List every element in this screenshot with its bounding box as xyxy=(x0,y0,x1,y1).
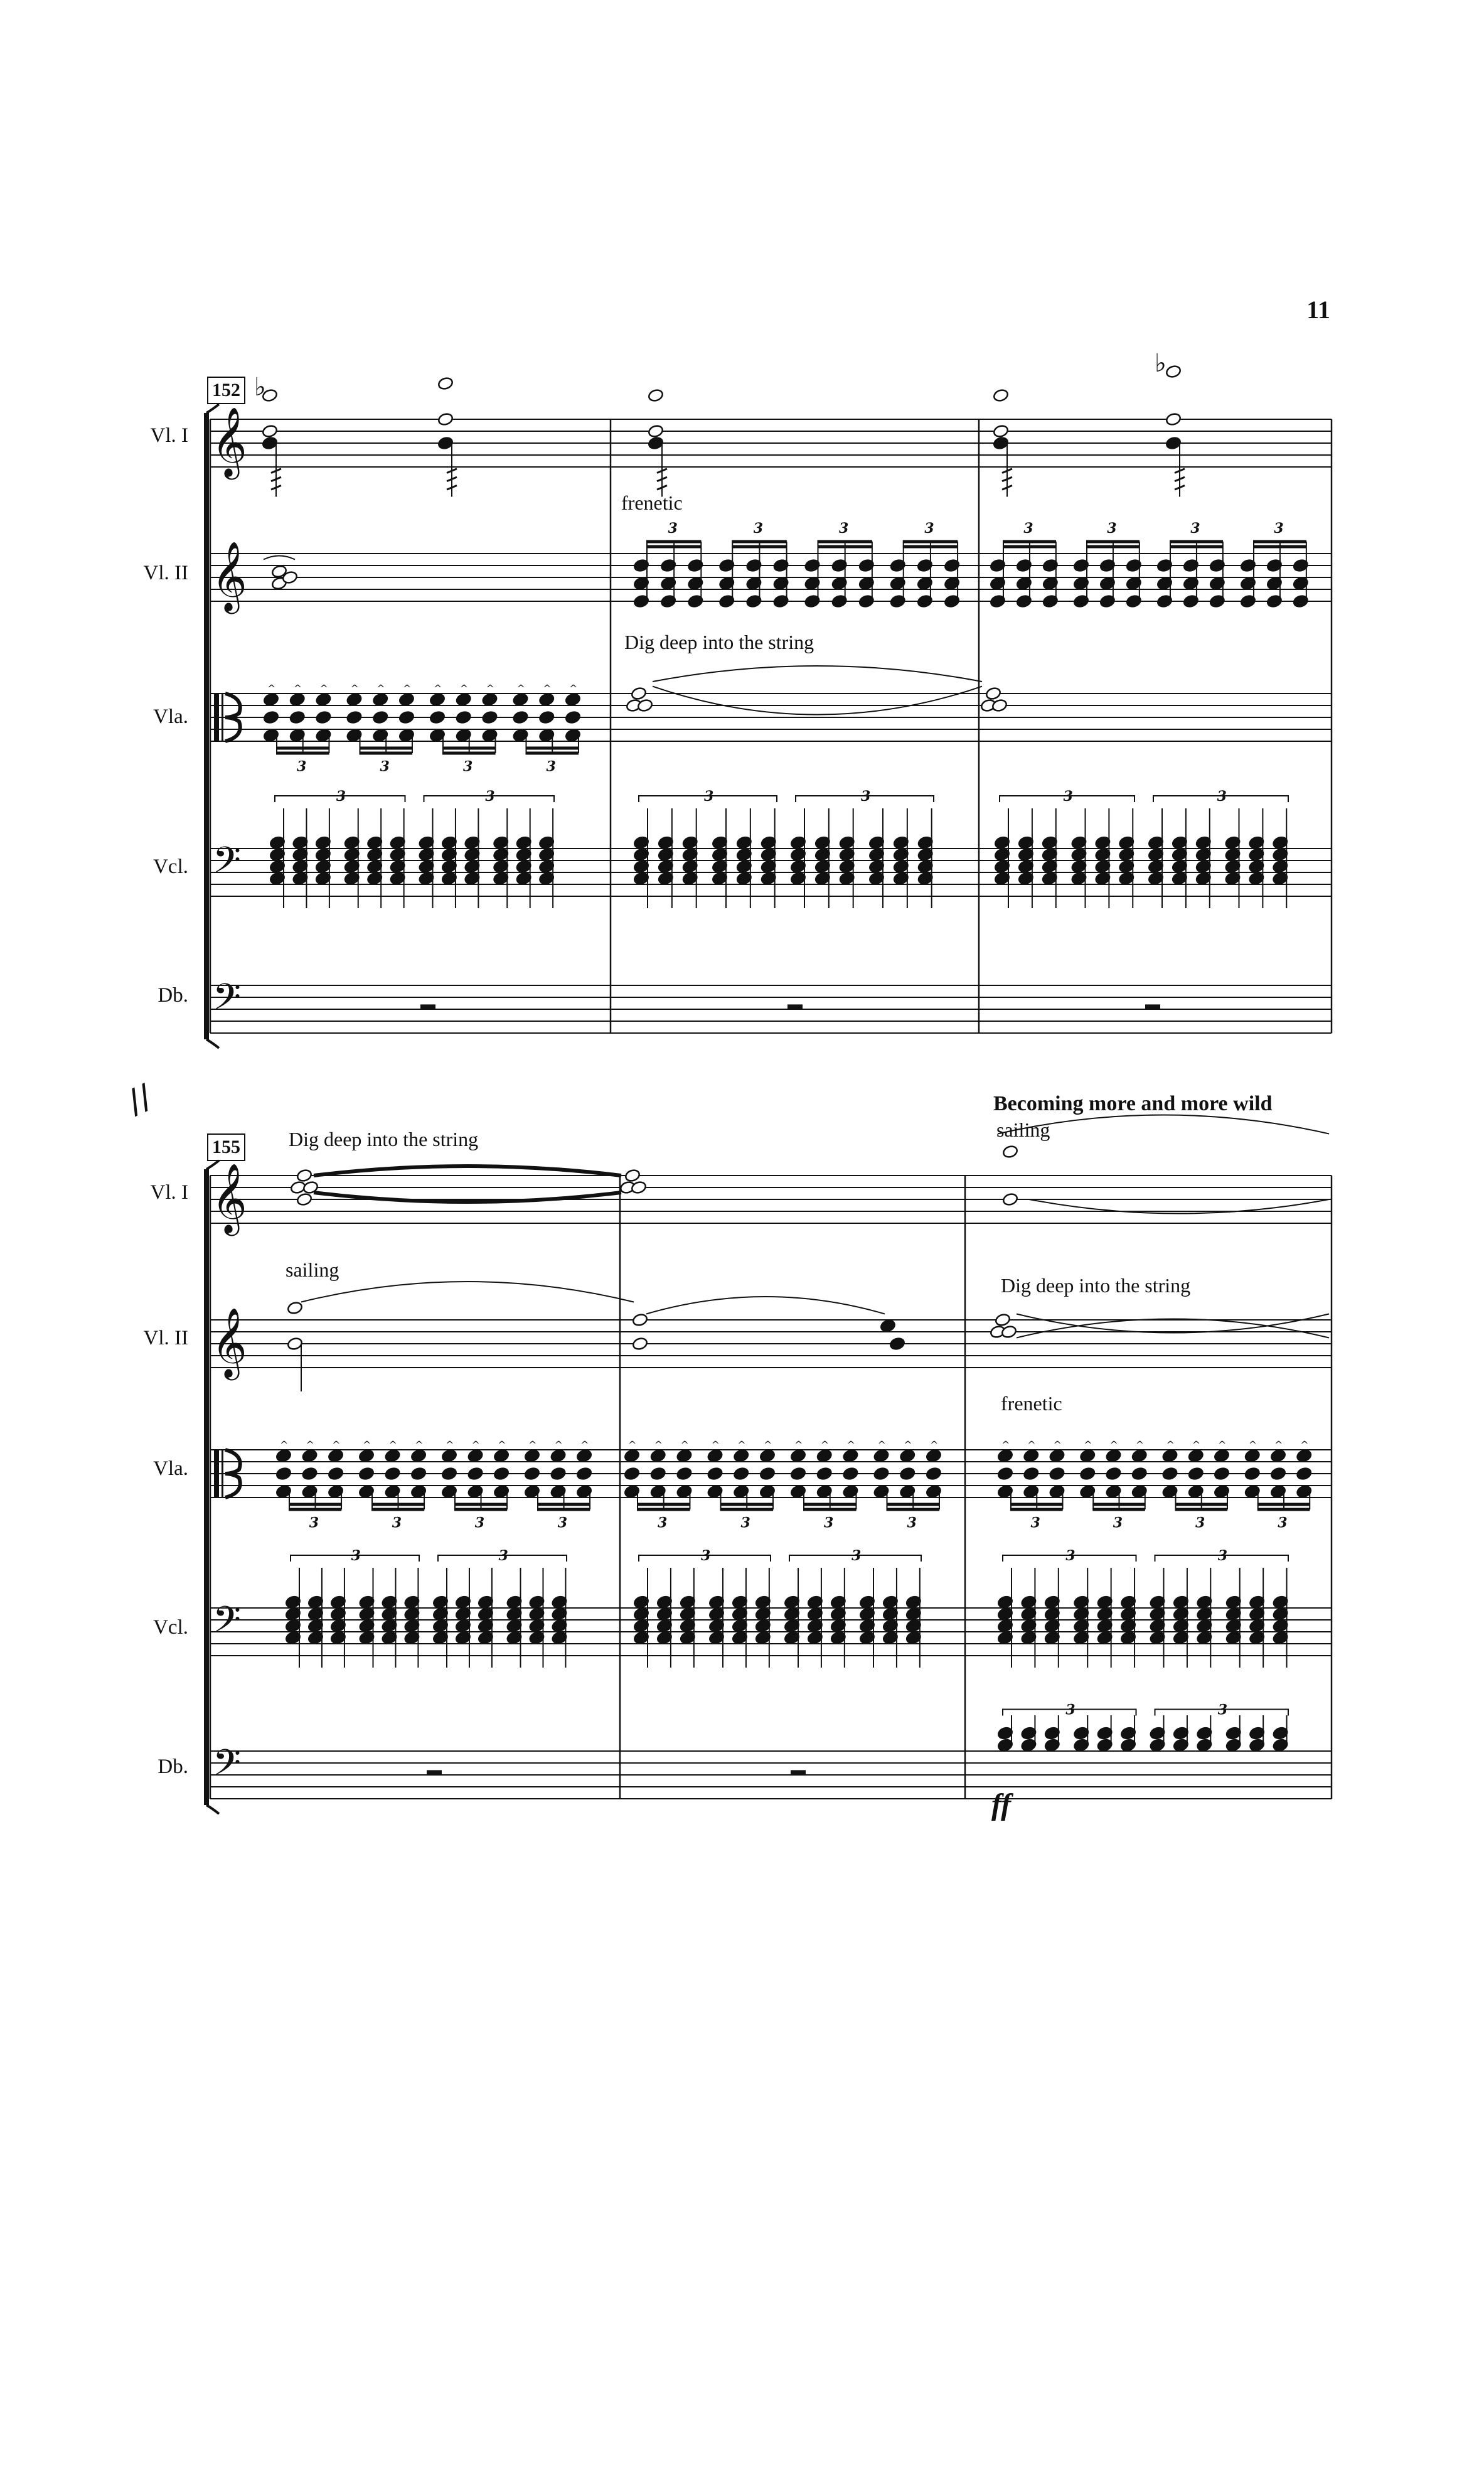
accent-mark: ^ xyxy=(350,682,359,695)
triplet-label: 3 xyxy=(392,1514,402,1531)
note-head xyxy=(384,1449,400,1463)
accent-mark: ^ xyxy=(471,1439,480,1451)
slur xyxy=(653,666,982,682)
accent-mark: ^ xyxy=(580,1439,589,1451)
note-head xyxy=(926,1449,942,1463)
note-head xyxy=(790,1449,806,1463)
treble-clef-icon: 𝄞 xyxy=(211,406,247,477)
note-head xyxy=(550,1467,566,1481)
note-head xyxy=(790,1467,806,1481)
note-head xyxy=(538,692,555,707)
accent-mark: ^ xyxy=(1218,1439,1227,1451)
note-head xyxy=(1023,1449,1039,1463)
note-head xyxy=(648,388,664,403)
triplet-label: 3 xyxy=(485,788,495,805)
note-head xyxy=(1079,1467,1096,1481)
note-head xyxy=(1296,1467,1312,1481)
accent-mark: ^ xyxy=(306,1439,314,1451)
triplet-label: 3 xyxy=(1065,1701,1076,1718)
triplet-label: 3 xyxy=(1278,1514,1288,1531)
note-head xyxy=(429,710,446,725)
instrument-label-cello: Vcl. xyxy=(153,1616,188,1639)
accent-mark: ^ xyxy=(794,1439,803,1451)
triplet-label: 3 xyxy=(380,758,390,775)
accent-mark: ^ xyxy=(516,682,525,695)
note-head xyxy=(759,1449,776,1463)
accent-mark: ^ xyxy=(363,1439,371,1451)
expression-frenetic: frenetic xyxy=(621,491,683,514)
triplet-label: 3 xyxy=(309,1514,319,1531)
note-head xyxy=(289,710,306,725)
triplet-label: 3 xyxy=(753,520,764,537)
note-head xyxy=(632,1337,648,1351)
measure-number: 152 xyxy=(207,377,245,404)
note-head xyxy=(1161,1467,1178,1481)
accent-mark: ^ xyxy=(528,1439,537,1451)
triplet-label: 3 xyxy=(1107,520,1117,537)
note-head xyxy=(275,1449,292,1463)
note-head xyxy=(816,1449,833,1463)
accent-mark: ^ xyxy=(1192,1439,1201,1451)
tie xyxy=(314,1166,621,1176)
note-head xyxy=(328,1467,344,1481)
note-head xyxy=(842,1467,858,1481)
note-head xyxy=(1049,1449,1065,1463)
note-head xyxy=(1270,1449,1286,1463)
accent-mark: ^ xyxy=(280,1439,289,1451)
note-head xyxy=(1165,412,1182,427)
instrument-label-double-bass: Db. xyxy=(157,1755,188,1778)
accent-mark: ^ xyxy=(486,682,494,695)
accent-mark: ^ xyxy=(1274,1439,1283,1451)
note-head xyxy=(493,1449,510,1463)
note-head xyxy=(993,424,1009,439)
note-head xyxy=(296,1169,312,1183)
instrument-label-viola: Vla. xyxy=(153,1457,188,1480)
accent-mark: ^ xyxy=(1248,1439,1257,1451)
tempo-marking: Becoming more and more wild xyxy=(993,1092,1273,1115)
note-head xyxy=(410,1449,427,1463)
note-head xyxy=(842,1449,858,1463)
accent-mark: ^ xyxy=(846,1439,855,1451)
note-head xyxy=(346,692,362,707)
accent-mark: ^ xyxy=(543,682,552,695)
treble-clef-icon: 𝄞 xyxy=(211,540,247,611)
tie xyxy=(1017,1314,1329,1333)
note-head xyxy=(1023,1467,1039,1481)
note-head xyxy=(398,692,415,707)
note-head xyxy=(481,710,498,725)
note-head xyxy=(676,1449,692,1463)
accent-mark: ^ xyxy=(498,1439,506,1451)
note-head xyxy=(550,1449,566,1463)
expression-sailing-vl1: sailing xyxy=(996,1118,1050,1141)
note-head xyxy=(576,1467,592,1481)
expression-sailing-vl2: sailing xyxy=(286,1258,339,1281)
note-head xyxy=(262,424,278,439)
note-head xyxy=(437,377,454,391)
triplet-label: 3 xyxy=(1023,520,1033,537)
note-head xyxy=(1161,1449,1178,1463)
note-head xyxy=(1244,1467,1261,1481)
accent-mark: ^ xyxy=(711,1439,720,1451)
note-head xyxy=(632,1313,648,1327)
expression-dig-deep: Dig deep into the string xyxy=(624,631,814,653)
triplet-label: 3 xyxy=(498,1548,508,1564)
accent-mark: ^ xyxy=(904,1439,912,1451)
note-head xyxy=(637,699,653,713)
triplet-label: 3 xyxy=(474,1514,485,1531)
triplet-label: 3 xyxy=(1195,1514,1205,1531)
triplet-label: 3 xyxy=(1113,1514,1123,1531)
note-head xyxy=(512,692,528,707)
note-head xyxy=(328,1449,344,1463)
triplet-label: 3 xyxy=(704,788,714,805)
whole-rest xyxy=(787,1004,803,1009)
note-head xyxy=(985,687,1001,701)
note-head xyxy=(346,710,362,725)
note-head xyxy=(733,1449,749,1463)
alto-clef-icon xyxy=(222,694,223,741)
page-number: 11 xyxy=(1306,296,1330,324)
triplet-label: 3 xyxy=(336,788,346,805)
note-head xyxy=(624,1169,641,1183)
triplet-label: 3 xyxy=(1274,520,1284,537)
note-head xyxy=(565,692,581,707)
note-head xyxy=(512,710,528,725)
triplet-label: 3 xyxy=(1030,1514,1040,1531)
note-head xyxy=(437,412,454,427)
bass-clef-icon: 𝄢 xyxy=(213,838,242,891)
triplet-label: 3 xyxy=(1190,520,1200,537)
note-head xyxy=(1049,1467,1065,1481)
note-head xyxy=(287,1301,303,1315)
note-head xyxy=(315,692,331,707)
triplet-label: 3 xyxy=(557,1514,568,1531)
note-head xyxy=(650,1449,666,1463)
note-head xyxy=(880,1319,896,1333)
triplet-label: 3 xyxy=(1217,1701,1228,1718)
note-head xyxy=(993,388,1009,403)
expression-dig-deep-vl1: Dig deep into the string xyxy=(289,1128,479,1150)
note-head xyxy=(1214,1449,1230,1463)
alto-clef-icon xyxy=(214,694,219,741)
bass-clef-icon: 𝄢 xyxy=(213,1598,242,1650)
bass-clef-icon: 𝄢 xyxy=(213,975,242,1027)
expression-frenetic: frenetic xyxy=(1001,1392,1062,1415)
note-head xyxy=(372,710,388,725)
instrument-label-violin-2: Vl. II xyxy=(143,562,188,584)
note-head xyxy=(1188,1449,1204,1463)
accent-mark: ^ xyxy=(415,1439,424,1451)
triplet-label: 3 xyxy=(1217,1548,1228,1564)
whole-rest xyxy=(791,1770,806,1774)
note-head xyxy=(624,1449,640,1463)
alto-clef-icon xyxy=(222,1450,223,1497)
system-break-mark: // xyxy=(120,1074,159,1125)
note-head xyxy=(1131,1467,1148,1481)
note-head xyxy=(1105,1467,1121,1481)
accent-mark: ^ xyxy=(388,1439,397,1451)
accent-mark: ^ xyxy=(332,1439,341,1451)
alto-clef-icon xyxy=(214,1450,219,1497)
accent-mark: ^ xyxy=(376,682,385,695)
triplet-label: 3 xyxy=(297,758,307,775)
flat-accidental: ♭ xyxy=(254,373,266,402)
accent-mark: ^ xyxy=(319,682,328,695)
accent-mark: ^ xyxy=(877,1439,886,1451)
triplet-label: 3 xyxy=(824,1514,834,1531)
accent-mark: ^ xyxy=(628,1439,637,1451)
note-head xyxy=(263,710,279,725)
note-head xyxy=(1131,1449,1148,1463)
note-head xyxy=(676,1467,692,1481)
note-head xyxy=(565,710,581,725)
triplet-label: 3 xyxy=(668,520,678,537)
note-head xyxy=(429,692,446,707)
triplet-label: 3 xyxy=(740,1514,750,1531)
note-head xyxy=(467,1467,483,1481)
note-head xyxy=(1296,1449,1312,1463)
note-head xyxy=(899,1449,915,1463)
accent-mark: ^ xyxy=(459,682,469,695)
note-head xyxy=(263,692,279,707)
triplet-label: 3 xyxy=(851,1548,862,1564)
note-head xyxy=(456,710,472,725)
slur xyxy=(646,1297,885,1314)
triplet-label: 3 xyxy=(924,520,934,537)
tie xyxy=(264,556,295,560)
accent-mark: ^ xyxy=(1084,1439,1092,1451)
note-head xyxy=(398,710,415,725)
note-head xyxy=(648,424,664,439)
dynamic-fortissimo: ff xyxy=(991,1788,1012,1821)
note-head xyxy=(1002,1145,1018,1159)
note-head xyxy=(493,1467,510,1481)
instrument-label-viola: Vla. xyxy=(153,705,188,728)
note-head xyxy=(991,699,1008,713)
accent-mark: ^ xyxy=(680,1439,689,1451)
note-head xyxy=(289,692,306,707)
instrument-label-violin-1: Vl. I xyxy=(150,1181,188,1204)
triplet-label: 3 xyxy=(658,1514,668,1531)
accent-mark: ^ xyxy=(267,682,276,695)
treble-clef-icon: 𝄞 xyxy=(211,1307,247,1378)
tie xyxy=(314,1192,621,1202)
whole-rest xyxy=(427,1770,442,1774)
note-head xyxy=(296,1192,312,1207)
note-head xyxy=(384,1467,400,1481)
note-head xyxy=(410,1467,427,1481)
accent-mark: ^ xyxy=(402,682,412,695)
accent-mark: ^ xyxy=(763,1439,772,1451)
whole-rest xyxy=(420,1004,435,1009)
accent-mark: ^ xyxy=(737,1439,746,1451)
accent-mark: ^ xyxy=(554,1439,563,1451)
note-head xyxy=(524,1467,540,1481)
triplet-label: 3 xyxy=(1217,788,1227,805)
note-head xyxy=(1165,365,1182,379)
note-head xyxy=(481,692,498,707)
accent-mark: ^ xyxy=(654,1439,663,1451)
note-head xyxy=(624,1467,640,1481)
note-head xyxy=(631,1181,647,1195)
note-head xyxy=(1270,1467,1286,1481)
accent-mark: ^ xyxy=(1166,1439,1175,1451)
instrument-label-violin-1: Vl. I xyxy=(150,424,188,447)
note-head xyxy=(707,1467,723,1481)
tie xyxy=(653,687,982,715)
note-head xyxy=(358,1449,375,1463)
triplet-label: 3 xyxy=(1063,788,1073,805)
accent-mark: ^ xyxy=(434,682,442,695)
triplet-label: 3 xyxy=(351,1548,361,1564)
triplet-label: 3 xyxy=(546,758,556,775)
note-head xyxy=(1214,1467,1230,1481)
note-head xyxy=(1244,1449,1261,1463)
note-head xyxy=(650,1467,666,1481)
note-head xyxy=(538,710,555,725)
instrument-label-violin-2: Vl. II xyxy=(143,1327,188,1349)
triplet-label: 3 xyxy=(839,520,849,537)
note-head xyxy=(275,1467,292,1481)
accent-mark: ^ xyxy=(1053,1439,1062,1451)
note-head xyxy=(358,1467,375,1481)
note-head xyxy=(873,1467,889,1481)
accent-mark: ^ xyxy=(293,682,302,695)
note-head xyxy=(997,1449,1013,1463)
note-head xyxy=(1079,1449,1096,1463)
treble-clef-icon: 𝄞 xyxy=(211,1162,247,1233)
triplet-label: 3 xyxy=(861,788,871,805)
triplet-label: 3 xyxy=(907,1514,917,1531)
note-head xyxy=(301,1449,318,1463)
note-head xyxy=(995,1313,1011,1327)
instrument-label-cello: Vcl. xyxy=(153,855,188,878)
note-head xyxy=(631,687,647,701)
bass-clef-icon: 𝄢 xyxy=(213,1741,242,1793)
note-head xyxy=(759,1467,776,1481)
accent-mark: ^ xyxy=(569,682,578,695)
note-head xyxy=(899,1467,915,1481)
triplet-label: 3 xyxy=(463,758,473,775)
slur xyxy=(301,1282,634,1302)
accent-mark: ^ xyxy=(820,1439,830,1451)
whole-rest xyxy=(1145,1004,1160,1009)
note-head xyxy=(576,1449,592,1463)
note-head xyxy=(1188,1467,1204,1481)
tie xyxy=(1017,1319,1329,1338)
note-head xyxy=(733,1467,749,1481)
accent-mark: ^ xyxy=(1135,1439,1145,1451)
note-head xyxy=(441,1449,457,1463)
note-head xyxy=(1002,1192,1018,1207)
instrument-label-double-bass: Db. xyxy=(157,984,188,1007)
note-head xyxy=(889,1337,905,1351)
note-head xyxy=(926,1467,942,1481)
measure-number: 155 xyxy=(207,1133,245,1161)
note-head xyxy=(1001,1325,1017,1339)
note-head xyxy=(997,1467,1013,1481)
accent-mark: ^ xyxy=(1027,1439,1036,1451)
note-head xyxy=(816,1467,833,1481)
expression-dig-deep-vl2: Dig deep into the string xyxy=(1001,1274,1191,1297)
flat-accidental: ♭ xyxy=(1155,349,1166,378)
triplet-label: 3 xyxy=(701,1548,711,1564)
accent-mark: ^ xyxy=(1109,1439,1118,1451)
note-head xyxy=(524,1449,540,1463)
note-head xyxy=(707,1449,723,1463)
note-head xyxy=(1105,1449,1121,1463)
triplet-label: 3 xyxy=(1065,1548,1076,1564)
note-head xyxy=(467,1449,483,1463)
note-head xyxy=(301,1467,318,1481)
accent-mark: ^ xyxy=(929,1439,939,1451)
note-head xyxy=(441,1467,457,1481)
accent-mark: ^ xyxy=(1001,1439,1010,1451)
note-head xyxy=(315,710,331,725)
note-head xyxy=(873,1449,889,1463)
accent-mark: ^ xyxy=(446,1439,454,1451)
accent-mark: ^ xyxy=(1300,1439,1309,1451)
note-head xyxy=(372,692,388,707)
note-head xyxy=(456,692,472,707)
